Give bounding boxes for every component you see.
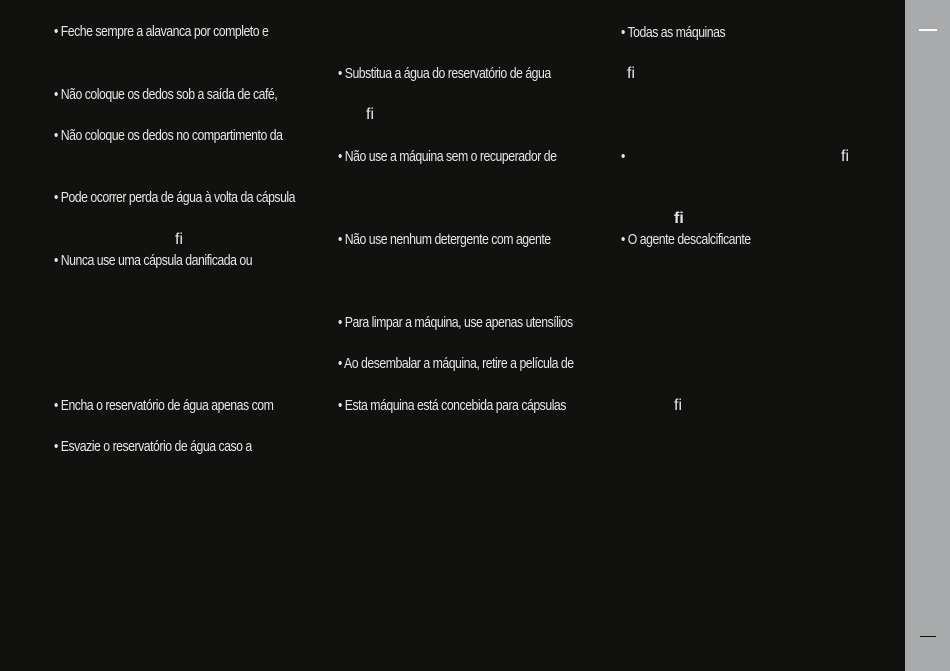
- ligature-fi-4: ﬁ: [627, 65, 635, 82]
- col3-line-2: • O agente descalcificante: [621, 231, 751, 248]
- col1-line-3: • Não coloque os dedos no compartimento da: [54, 127, 283, 144]
- ligature-fi-3: ﬁ: [674, 397, 682, 414]
- col1-line-6: • Encha o reservatório de água apenas com: [54, 397, 274, 414]
- col3-line-1: • Todas as máquinas: [621, 24, 726, 41]
- col2-line-6: • Esta máquina está concebida para cápsulas: [338, 397, 566, 414]
- col2-line-2: • Não use a máquina sem o recuperador de: [338, 148, 557, 165]
- col1-line-5: • Nunca use uma cápsula danificada ou: [54, 252, 253, 269]
- col1-line-7: • Esvazie o reservatório de água caso a: [54, 438, 252, 455]
- col1-line-1: • Feche sempre a alavanca por completo e: [54, 23, 269, 40]
- col1-line-2: • Não coloque os dedos sob a saída de café,: [54, 86, 278, 103]
- ligature-fi-6: ﬁ: [674, 210, 684, 227]
- col2-line-3: • Não use nenhum detergente com agente: [338, 231, 551, 248]
- ligature-fi-2: ﬁ: [366, 106, 374, 123]
- col2-line-5: • Ao desembalar a máquina, retire a película de: [338, 355, 574, 372]
- page-edge-sidebar: [905, 0, 950, 671]
- ligature-fi-1: ﬁ: [175, 231, 183, 248]
- ligature-fi-5: ﬁ: [841, 148, 849, 165]
- col3-bullet: •: [621, 148, 625, 165]
- tab-marker-top: [919, 29, 937, 31]
- col2-line-4: • Para limpar a máquina, use apenas utensílios: [338, 314, 573, 331]
- col2-line-1: • Substitua a água do reservatório de água: [338, 65, 551, 82]
- col1-line-4: • Pode ocorrer perda de água à volta da cápsula: [54, 189, 296, 206]
- tab-marker-bottom: [920, 636, 936, 637]
